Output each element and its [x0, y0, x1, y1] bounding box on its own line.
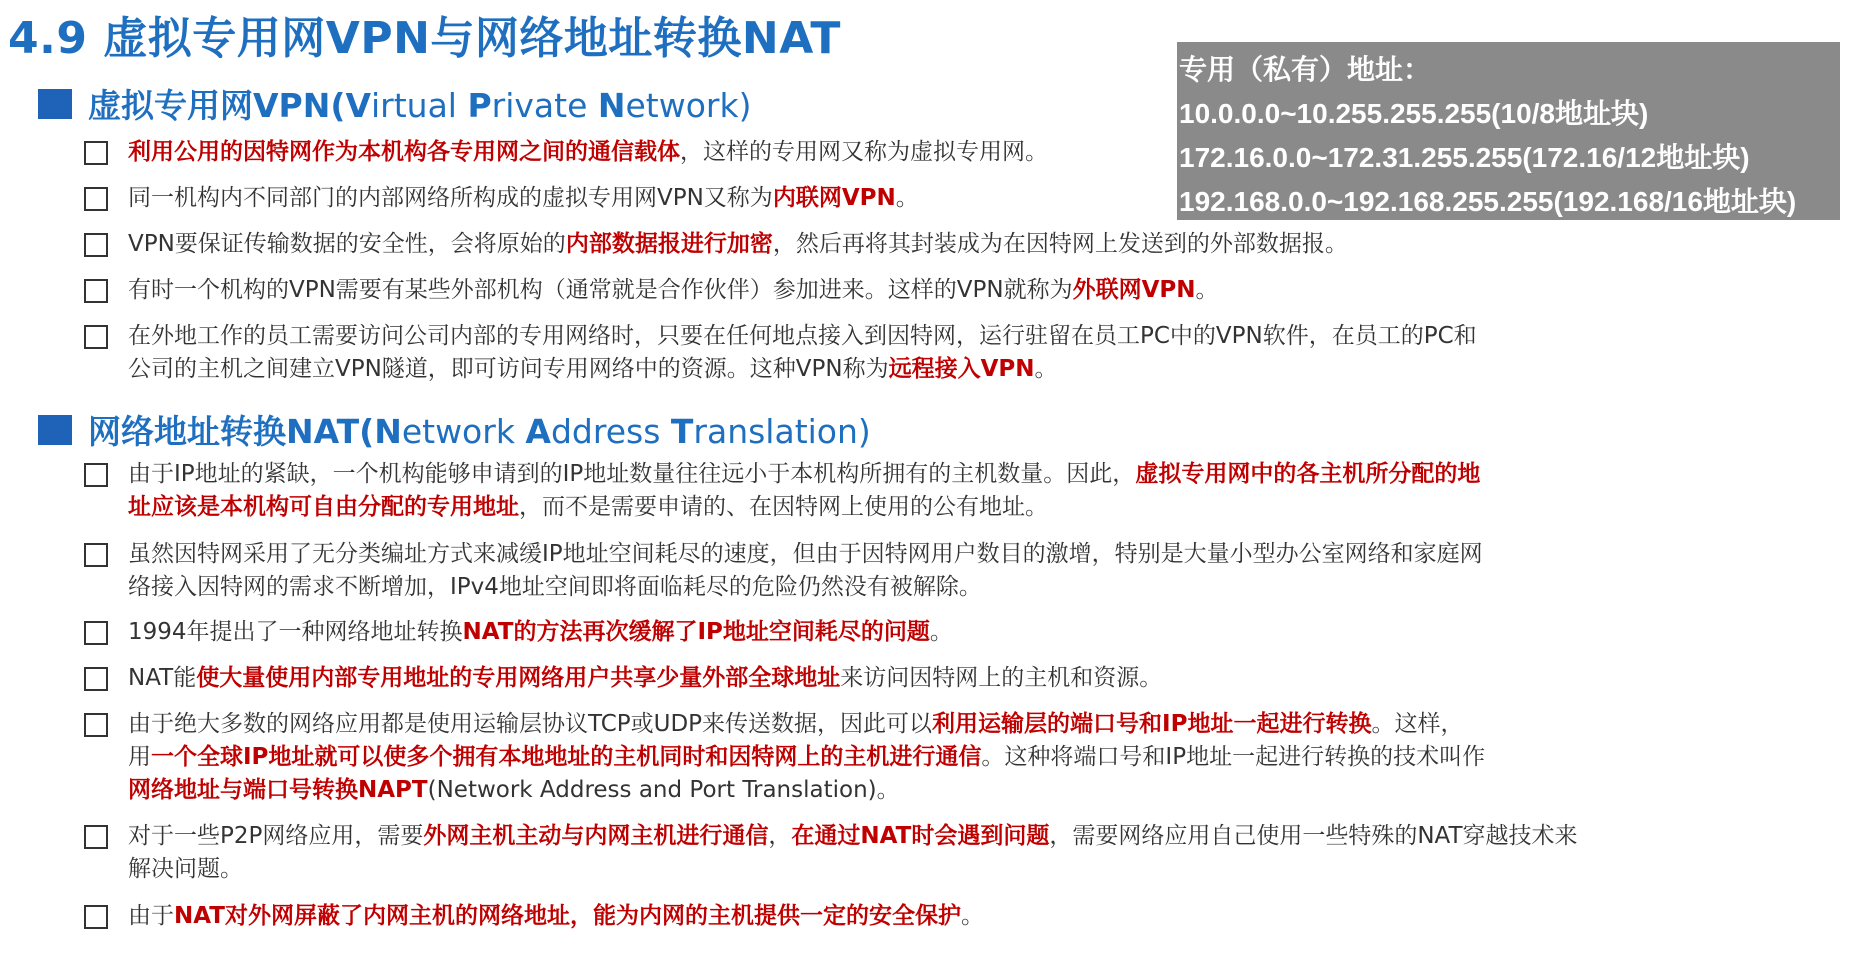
bullet-text — [128, 820, 1578, 886]
highlighted-text: 外联网VPN — [1072, 277, 1196, 303]
bullet-text — [128, 538, 1483, 604]
bullet-item — [84, 820, 1578, 886]
bullet-text-line — [128, 136, 1048, 169]
plain-text: 由于IP地址的紧缺，一个机构能够申请到的IP地址数量往往远小于本机构所拥有的主机数量。因此， — [128, 461, 1136, 487]
bullet-text — [128, 662, 1162, 695]
bullet-item — [84, 274, 1219, 307]
plain-text: 有时一个机构的VPN需要有某些外部机构（通常就是合作伙伴）参加进来。这样的VPN就称为 — [128, 277, 1073, 303]
bullet-item — [84, 708, 1485, 807]
highlighted-text: 址应该是本机构可自由分配的专用地址 — [128, 494, 519, 520]
bullet-text-line — [128, 741, 1485, 774]
private-address-heading: 专用（私有）地址： — [1179, 54, 1432, 85]
bullet-text-line — [128, 320, 1477, 353]
plain-text: 对于一些P2P网络应用，需要 — [128, 823, 424, 849]
bullet-item — [84, 228, 1348, 261]
bullet-item — [84, 136, 1048, 169]
bullet-text-line — [128, 274, 1219, 307]
bullet-text-line — [128, 458, 1480, 491]
checkbox-bullet-icon — [84, 325, 108, 349]
highlighted-text: 外网主机主动与内网主机进行通信 — [423, 823, 769, 849]
highlighted-text: 在通过NAT时会遇到问题 — [791, 823, 1050, 849]
section-title-nat: 网络地址转换NAT(Network Address Translation) — [88, 412, 871, 451]
bullet-text-line — [128, 708, 1485, 741]
bullet-text — [128, 708, 1485, 807]
checkbox-bullet-icon — [84, 187, 108, 211]
plain-text: 虽然因特网采用了无分类编址方式来减缓IP地址空间耗尽的速度，但由于因特网用户数目的激增，特别是大量小型办公室网络和家庭网 — [128, 541, 1483, 567]
bullet-item — [84, 538, 1483, 604]
section-title-vpn: 虚拟专用网VPN(Virtual Private Network) — [88, 86, 752, 125]
section-bullet-icon — [38, 415, 72, 445]
plain-text: 。 — [1195, 277, 1219, 303]
bullet-text — [128, 182, 919, 215]
checkbox-bullet-icon — [84, 825, 108, 849]
plain-text: 。 — [960, 903, 984, 929]
highlighted-text: 虚拟专用网中的各主机所分配的地 — [1135, 461, 1481, 487]
highlighted-text: 一个全球IP地址就可以使多个拥有本地地址的主机同时和因特网上的主机进行通信 — [151, 744, 982, 770]
bullet-text-line — [128, 616, 953, 649]
bullet-text — [128, 458, 1480, 524]
plain-text: 来访问因特网上的主机和资源。 — [840, 665, 1163, 691]
bullet-text — [128, 136, 1048, 169]
highlighted-text: 内部数据报进行加密 — [565, 231, 773, 257]
plain-text: 解决问题。 — [128, 856, 243, 882]
private-address-range: 10.0.0.0~10.255.255.255(10/8地址块) — [1179, 98, 1649, 129]
checkbox-bullet-icon — [84, 543, 108, 567]
bullet-item — [84, 320, 1477, 386]
highlighted-text: 使大量使用内部专用地址的专用网络用户共享少量外部全球地址 — [196, 665, 841, 691]
checkbox-bullet-icon — [84, 667, 108, 691]
plain-text: 。 — [929, 619, 953, 645]
bullet-text-line — [128, 538, 1483, 571]
bullet-item — [84, 458, 1480, 524]
highlighted-text: 网络地址与端口号转换NAPT — [128, 777, 428, 803]
bullet-text-line — [128, 820, 1578, 853]
plain-text: VPN要保证传输数据的安全性，会将原始的 — [128, 231, 566, 257]
highlighted-text: NAT对外网屏蔽了内网主机的网络地址，能为内网的主机提供一定的安全保护 — [174, 903, 961, 929]
bullet-text-line — [128, 571, 1483, 604]
highlighted-text: 利用运输层的端口号和IP地址一起进行转换 — [932, 711, 1372, 737]
checkbox-bullet-icon — [84, 233, 108, 257]
checkbox-bullet-icon — [84, 279, 108, 303]
plain-text: (Network Address and Port Translation)。 — [427, 777, 900, 803]
plain-text: 络接入因特网的需求不断增加，IPv4地址空间即将面临耗尽的危险仍然没有被解除。 — [128, 574, 982, 600]
bullet-text — [128, 900, 984, 933]
private-address-range: 192.168.0.0~192.168.255.255(192.168/16地址块) — [1179, 186, 1797, 217]
bullet-text — [128, 320, 1477, 386]
section-bullet-icon — [38, 89, 72, 119]
highlighted-text: NAT的方法再次缓解了IP地址空间耗尽的问题 — [462, 619, 930, 645]
highlighted-text: 远程接入VPN — [888, 356, 1035, 382]
plain-text: 1994年提出了一种网络地址转换 — [128, 619, 463, 645]
plain-text: ，这样的专用网又称为虚拟专用网。 — [680, 139, 1048, 165]
bullet-item — [84, 900, 984, 933]
plain-text: 。 — [1034, 356, 1058, 382]
plain-text: 。这种将端口号和IP地址一起进行转换的技术叫作 — [981, 744, 1486, 770]
bullet-text-line — [128, 491, 1480, 524]
section-header-nat — [38, 406, 871, 453]
bullet-text — [128, 616, 953, 649]
plain-text: 用 — [128, 744, 151, 770]
plain-text: 由于 — [128, 903, 174, 929]
private-address-box — [1177, 42, 1840, 220]
bullet-item — [84, 182, 919, 215]
section-header-vpn — [38, 80, 751, 127]
bullet-text-line — [128, 774, 1485, 807]
page-title: 4.9 虚拟专用网VPN与网络地址转换NAT — [8, 13, 841, 64]
private-address-range: 172.16.0.0~172.31.255.255(172.16/12地址块) — [1179, 142, 1750, 173]
bullet-text-line — [128, 853, 1578, 886]
bullet-text — [128, 228, 1348, 261]
checkbox-bullet-icon — [84, 621, 108, 645]
bullet-item — [84, 616, 953, 649]
bullet-text — [128, 274, 1219, 307]
highlighted-text: 利用公用的因特网作为本机构各专用网之间的通信载体 — [128, 139, 680, 165]
plain-text: 。 — [895, 185, 919, 211]
bullet-item — [84, 662, 1162, 695]
plain-text: ， — [768, 823, 792, 849]
bullet-text-line — [128, 662, 1162, 695]
bullet-text-line — [128, 228, 1348, 261]
plain-text: 同一机构内不同部门的内部网络所构成的虚拟专用网VPN又称为 — [128, 185, 773, 211]
plain-text: ，然后再将其封装成为在因特网上发送到的外部数据报。 — [772, 231, 1348, 257]
plain-text: ，而不是需要申请的、在因特网上使用的公有地址。 — [519, 494, 1048, 520]
bullet-text-line — [128, 353, 1477, 386]
bullet-text-line — [128, 900, 984, 933]
plain-text: NAT能 — [128, 665, 197, 691]
plain-text: 。这样， — [1371, 711, 1464, 737]
checkbox-bullet-icon — [84, 905, 108, 929]
checkbox-bullet-icon — [84, 463, 108, 487]
plain-text: 在外地工作的员工需要访问公司内部的专用网络时，只要在任何地点接入到因特网，运行驻留在员工PC中的VPN软件，在员工的PC和 — [128, 323, 1477, 349]
plain-text: 由于绝大多数的网络应用都是使用运输层协议TCP或UDP来传送数据，因此可以 — [128, 711, 933, 737]
checkbox-bullet-icon — [84, 713, 108, 737]
highlighted-text: 内联网VPN — [772, 185, 896, 211]
checkbox-bullet-icon — [84, 141, 108, 165]
plain-text: ，需要网络应用自己使用一些特殊的NAT穿越技术来 — [1049, 823, 1578, 849]
bullet-text-line — [128, 182, 919, 215]
plain-text: 公司的主机之间建立VPN隧道，即可访问专用网络中的资源。这种VPN称为 — [128, 356, 889, 382]
